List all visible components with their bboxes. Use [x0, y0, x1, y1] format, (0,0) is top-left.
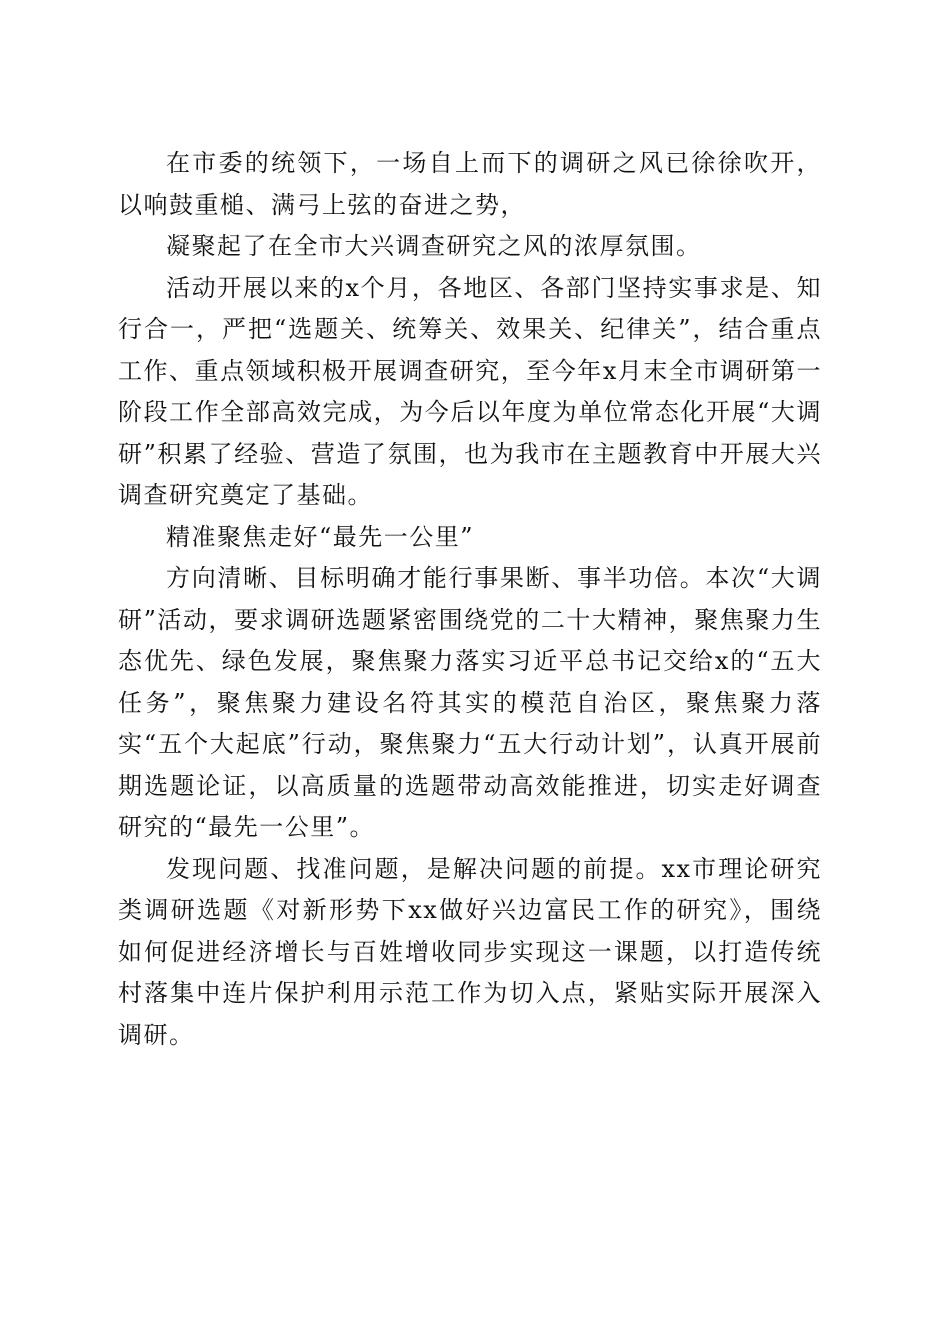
section-heading: 精准聚焦走好“最先一公里” [166, 522, 475, 551]
paragraph: 在市委的统领下，一场自上而下的调研之风已徐徐吹开，以响鼓重槌、满弓上弦的奋进之势， [118, 149, 822, 219]
paragraph: 活动开展以来的x个月，各地区、各部门坚持实事求是、知行合一，严把“选题关、统筹关、效果关、纪律关”，结合重点工作、重点领域积极开展调查研究，至今年x月末全市调研第一阶段工作全部高效完成，为今后以年度为单位常态化开展“大调研”积累了经验、营造了氛围，也为我市在主题教育中开展大兴调查研究奠定了基础。 [118, 273, 822, 509]
paragraph: 方向清晰、目标明确才能行事果断、事半功倍。本次“大调研”活动，要求调研选题紧密围绕党的二十大精神，聚焦聚力生态优先、绿色发展，聚焦聚力落实习近平总书记交给x的“五大任务”，聚焦聚力建设名符其实的模范自治区，聚焦聚力落实“五个大起底”行动，聚焦聚力“五大行动计划”，认真开展前期选题论证，以高质量的选题带动高效能推进，切实走好调查研究的“最先一公里”。 [118, 564, 822, 841]
paragraph: 凝聚起了在全市大兴调查研究之风的浓厚氛围。 [166, 232, 702, 260]
document-body [118, 143, 822, 1056]
paragraph: 发现问题、找准问题，是解决问题的前提。xx市理论研究类调研选题《对新形势下xx做好兴边富民工作的研究》，围绕如何促进经济增长与百姓增收同步实现这一课题，以打造传统村落集中连片保护利用示范工作为切入点，紧贴实际开展深入调研。 [118, 854, 822, 1049]
